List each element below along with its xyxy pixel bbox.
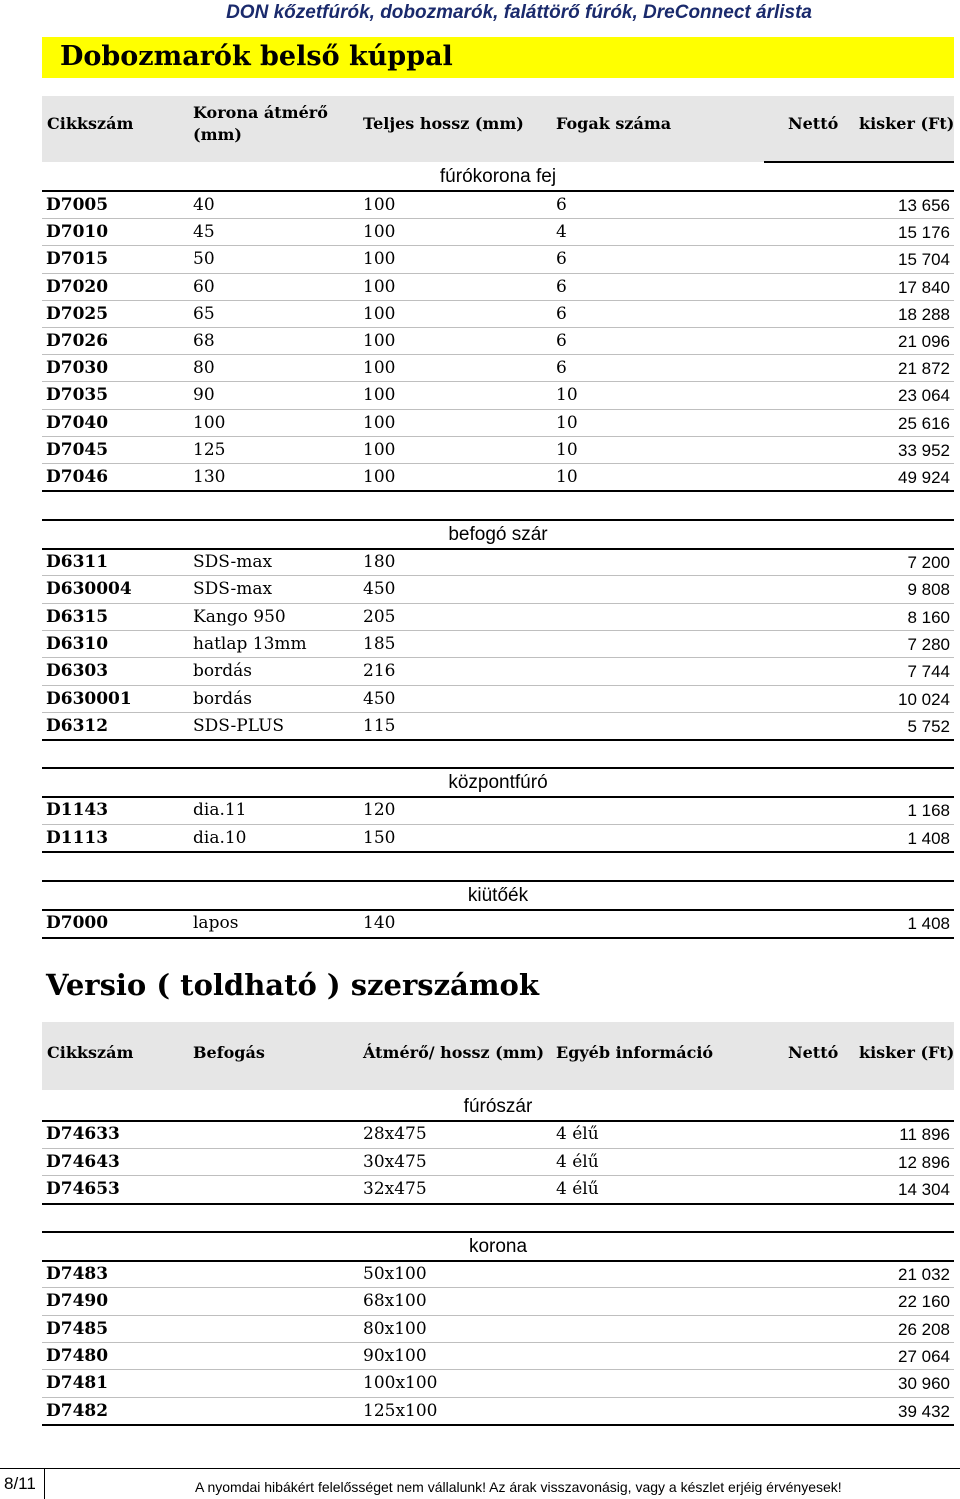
header2-net: Nettó [788, 1043, 839, 1062]
footer-separator [44, 1468, 45, 1499]
cell-price: 30 960 [898, 1374, 950, 1394]
header2-retail: kisker (Ft) [859, 1043, 955, 1062]
cell-col2: 130 [193, 467, 226, 487]
cell-col4: 6 [556, 358, 567, 379]
cell-code: D6315 [46, 606, 109, 627]
cell-col4: 10 [556, 412, 578, 433]
cell-price: 25 616 [898, 413, 950, 433]
cell-price: 1 168 [907, 801, 950, 820]
cell-price: 1 408 [907, 828, 950, 848]
cell-col2: 90 [193, 385, 215, 406]
cell-col2: 100 [193, 412, 226, 433]
table-row [46, 355, 950, 382]
cell-col3: 125x100 [363, 1400, 438, 1421]
cell-code: D6311 [46, 552, 109, 572]
cell-col3: 90x100 [363, 1345, 427, 1366]
cell-col3: 32x475 [363, 1179, 427, 1199]
cell-price: 21 096 [898, 332, 950, 351]
cell-col3: 68x100 [363, 1291, 427, 1312]
cell-price: 15 176 [898, 223, 950, 243]
cell-col4: 4 élű [556, 1179, 599, 1199]
section-end-line [42, 739, 954, 741]
cell-price: 18 288 [898, 304, 950, 324]
cell-col3: 100 [363, 222, 396, 243]
cell-col3: 100 [363, 331, 396, 351]
section-end-line [42, 490, 954, 492]
section-divider [42, 767, 954, 769]
cell-price: 5 752 [907, 716, 950, 736]
header-retail: kisker (Ft) [859, 114, 955, 133]
cell-col2: bordás [193, 688, 252, 709]
cell-code: D630001 [46, 688, 132, 709]
cell-code: D7025 [46, 303, 109, 324]
cell-col3: 100x100 [363, 1373, 438, 1394]
table-row [46, 246, 950, 273]
cell-col4: 6 [556, 303, 567, 324]
header-net: Nettó [788, 114, 839, 133]
section-korona: korona [468, 1236, 528, 1257]
cell-price: 21 872 [898, 359, 950, 379]
cell-code: D6312 [46, 715, 109, 736]
cell-code: D630004 [46, 579, 132, 600]
cell-col3: 100 [363, 249, 396, 270]
cell-col4: 6 [556, 276, 567, 297]
cell-code: D7046 [46, 467, 109, 487]
cell-col2: dia.11 [193, 800, 247, 820]
cell-price: 15 704 [898, 250, 950, 270]
cell-col3: 185 [363, 633, 396, 654]
header-underline [764, 161, 954, 163]
cell-price: 9 808 [907, 580, 950, 600]
cell-code: D74633 [46, 1124, 120, 1144]
cell-col2: 68 [193, 331, 215, 351]
cell-col3: 100 [363, 195, 396, 215]
section-divider [42, 519, 954, 521]
section-divider [42, 880, 954, 882]
cell-code: D7482 [46, 1400, 109, 1421]
cell-col3: 100 [363, 439, 396, 460]
cell-price: 17 840 [898, 277, 950, 297]
cell-col2: 50 [193, 249, 215, 270]
table-row [46, 797, 950, 824]
cell-price: 7 280 [907, 634, 950, 654]
cell-col3: 30x475 [363, 1151, 427, 1172]
table-row [46, 549, 950, 576]
table-row [46, 1370, 950, 1397]
section-end-line [42, 1424, 954, 1426]
cell-price: 8 160 [907, 607, 950, 627]
cell-price: 1 408 [907, 914, 950, 933]
cell-price: 11 896 [899, 1125, 950, 1144]
table-row [46, 1176, 950, 1203]
cell-price: 10 024 [898, 689, 950, 709]
table-row [46, 274, 950, 301]
header2-mount: Befogás [193, 1043, 265, 1062]
cell-code: D7481 [46, 1373, 109, 1394]
cell-col2: lapos [193, 913, 239, 933]
cell-code: D7026 [46, 331, 109, 351]
cell-code: D7480 [46, 1345, 109, 1366]
table-row [46, 604, 950, 631]
table-row [46, 825, 950, 852]
section-end-line [42, 851, 954, 853]
cell-code: D7030 [46, 358, 109, 379]
cell-col4: 10 [556, 439, 578, 460]
cell-price: 12 896 [898, 1152, 950, 1172]
cell-price: 49 924 [898, 468, 950, 487]
cell-col3: 120 [363, 800, 396, 820]
footer-note: A nyomdai hibákért felelősséget nem vállalunk! Az árak visszavonásig, vagy a készlet erjéig érvényesek! [195, 1479, 842, 1495]
cell-code: D7000 [46, 913, 109, 933]
section-end-line [42, 937, 954, 939]
table-row [46, 1121, 950, 1148]
cell-col2: 40 [193, 195, 215, 215]
cell-col3: 100 [363, 276, 396, 297]
section-befogo: befogó szár [448, 524, 548, 545]
table-row [46, 631, 950, 658]
table-row [46, 576, 950, 603]
cell-code: D1113 [46, 827, 109, 848]
cell-col2: dia.10 [193, 827, 247, 848]
cell-code: D7485 [46, 1318, 109, 1339]
cell-code: D7005 [46, 195, 109, 215]
cell-code: D6303 [46, 661, 109, 682]
cell-col3: 50x100 [363, 1264, 427, 1284]
table-row [46, 1288, 950, 1315]
cell-col3: 100 [363, 385, 396, 406]
cell-code: D7490 [46, 1291, 109, 1312]
header-length: Teljes hossz (mm) [363, 114, 524, 133]
table-row [46, 192, 950, 219]
table-row [46, 1149, 950, 1176]
header2-dim: Átmérő/ hossz (mm) [363, 1043, 545, 1062]
cell-col3: 450 [363, 579, 396, 600]
page-title: Dobozmarók belső kúppal [60, 41, 453, 72]
cell-col4: 6 [556, 195, 567, 215]
header-diameter: Korona átmérő (mm) [193, 103, 328, 144]
section-furoszar: fúrószár [463, 1096, 533, 1117]
cell-price: 7 200 [907, 553, 950, 572]
cell-col4: 6 [556, 331, 567, 351]
cell-col2: Kango 950 [193, 606, 286, 627]
table-row [46, 328, 950, 355]
cell-col2: 80 [193, 358, 215, 379]
cell-col3: 216 [363, 661, 396, 682]
cell-col3: 28x475 [363, 1124, 427, 1144]
cell-code: D74643 [46, 1151, 120, 1172]
footer-divider [0, 1468, 960, 1469]
cell-col2: hatlap 13mm [193, 633, 307, 654]
cell-col2: SDS-PLUS [193, 715, 285, 736]
section-divider [42, 1231, 954, 1233]
cell-col2: 60 [193, 276, 215, 297]
cell-code: D7035 [46, 385, 109, 406]
header-code: Cikkszám [47, 114, 134, 133]
header-teeth: Fogak száma [556, 114, 672, 133]
cell-price: 7 744 [907, 662, 950, 682]
header2-code: Cikkszám [47, 1043, 134, 1062]
cell-price: 22 160 [898, 1292, 950, 1312]
table-row [46, 713, 950, 740]
cell-price: 21 032 [898, 1265, 950, 1284]
cell-price: 26 208 [898, 1319, 950, 1339]
cell-code: D7010 [46, 222, 109, 243]
cell-col3: 100 [363, 303, 396, 324]
section-furokorona: fúrókorona fej [439, 166, 557, 187]
table-row [46, 382, 950, 409]
page-header: DON kőzetfúrók, dobozmarók, faláttörő fúrók, DreConnect árlista [226, 2, 812, 23]
table-row [46, 1316, 950, 1343]
cell-col3: 450 [363, 688, 396, 709]
cell-code: D7483 [46, 1264, 109, 1284]
cell-col2: 125 [193, 439, 226, 460]
cell-price: 27 064 [898, 1346, 950, 1366]
cell-code: D7040 [46, 412, 109, 433]
cell-col3: 180 [363, 552, 396, 572]
cell-code: D7045 [46, 439, 109, 460]
cell-col2: SDS-max [193, 579, 273, 600]
table-row [46, 219, 950, 246]
cell-col3: 115 [363, 715, 396, 736]
cell-price: 13 656 [898, 196, 950, 215]
table-row [46, 464, 950, 491]
table-row [46, 1343, 950, 1370]
page-number: 8/11 [4, 1474, 36, 1493]
header2-info: Egyéb információ [556, 1043, 714, 1062]
section-end-line [42, 1203, 954, 1205]
cell-price: 23 064 [898, 386, 950, 406]
cell-price: 33 952 [898, 440, 950, 460]
cell-col4: 4 élű [556, 1124, 599, 1144]
table-row [46, 437, 950, 464]
cell-col3: 140 [363, 913, 396, 933]
cell-col4: 10 [556, 467, 578, 487]
cell-col3: 100 [363, 412, 396, 433]
versio-title: Versio ( toldható ) szerszámok [46, 968, 539, 1002]
cell-col3: 150 [363, 827, 396, 848]
cell-code: D6310 [46, 633, 109, 654]
cell-col3: 100 [363, 358, 396, 379]
cell-col3: 205 [363, 606, 396, 627]
cell-code: D74653 [46, 1179, 120, 1199]
cell-code: D7020 [46, 276, 109, 297]
cell-col3: 100 [363, 467, 396, 487]
cell-price: 39 432 [898, 1401, 950, 1421]
cell-col4: 4 élű [556, 1151, 599, 1172]
cell-price: 14 304 [898, 1180, 950, 1199]
table-row [46, 686, 950, 713]
cell-col4: 10 [556, 385, 578, 406]
cell-code: D7015 [46, 249, 109, 270]
cell-col3: 80x100 [363, 1318, 427, 1339]
table-row [46, 410, 950, 437]
cell-col2: bordás [193, 661, 252, 682]
cell-code: D1143 [46, 800, 109, 820]
table-row [46, 1398, 950, 1425]
cell-col2: SDS-max [193, 552, 273, 572]
table-row [46, 301, 950, 328]
table-row [46, 658, 950, 685]
section-kozpontfuro: központfúró [448, 772, 548, 793]
cell-col4: 4 [556, 222, 567, 243]
table-row [46, 910, 950, 937]
section-kiutoek: kiütőék [467, 885, 529, 906]
table-row [46, 1261, 950, 1288]
cell-col4: 6 [556, 249, 567, 270]
cell-col2: 65 [193, 303, 215, 324]
cell-col2: 45 [193, 222, 215, 243]
